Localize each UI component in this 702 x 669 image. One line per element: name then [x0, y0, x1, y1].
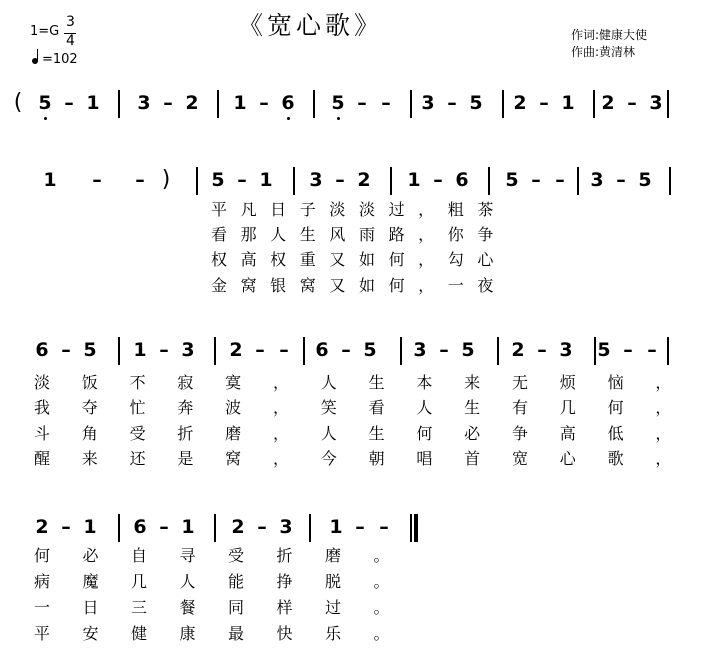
note-digit: 5 [461, 339, 475, 361]
note-digit: 1 [329, 516, 343, 538]
bar-line [118, 337, 120, 365]
note-digit: 3 [559, 339, 573, 361]
lyric-char: 几 [130, 572, 147, 591]
lyric-char: 折 [177, 424, 194, 443]
lyric-char: 斗 [33, 424, 50, 443]
lyric-char: 同 [227, 598, 244, 617]
lyric-char: 本 [416, 373, 433, 392]
lyric-char: 今 [320, 449, 337, 468]
lyric-char: ， [655, 424, 672, 443]
lyric-char: ， [272, 398, 289, 417]
lyric-char: 生 [464, 398, 481, 417]
bar-line [217, 90, 219, 118]
lyric-char: 过 [324, 598, 341, 617]
note-digit: 1 [83, 516, 97, 538]
bar-line [313, 90, 315, 118]
parenthesis: ( [13, 90, 23, 115]
dash-extension: – [341, 339, 351, 361]
lyric-char: 是 [177, 449, 194, 468]
dash-extension: – [61, 339, 71, 361]
dash-extension: – [135, 169, 145, 191]
bar-line [214, 514, 216, 542]
dash-extension: – [255, 339, 265, 361]
note-digit: 1 [86, 92, 100, 114]
lyric-char: 风 [329, 225, 346, 244]
dash-extension: – [539, 92, 549, 114]
lyric-char: 又 [329, 250, 346, 269]
bar-line [410, 90, 412, 118]
bar-line [118, 90, 120, 118]
lyric-char: 。 [373, 598, 390, 617]
note-digit: 5 [469, 92, 483, 114]
lyric-char: 夺 [81, 398, 98, 417]
lyric-char: 寞 [225, 373, 242, 392]
lyric-char: ， [272, 449, 289, 468]
note-digit: 6 [281, 92, 295, 114]
lyric-char: 无 [511, 373, 528, 392]
lyric-char: 首 [464, 449, 481, 468]
note-digit: 5 [363, 339, 377, 361]
bar-line [390, 167, 392, 195]
note-digit: 2 [231, 516, 245, 538]
dash-extension: – [447, 92, 457, 114]
lyric-char: 淡 [329, 200, 346, 219]
lyric-char: 受 [227, 546, 244, 565]
lyric-char: 健 [130, 624, 147, 643]
lyric-char: 有 [511, 398, 528, 417]
bar-line [293, 167, 295, 195]
lyric-char: 低 [607, 424, 624, 443]
lyricist-credit: 作词:健康大使 [571, 28, 648, 42]
lyric-char: 安 [82, 624, 99, 643]
lyric-char: 心 [559, 449, 576, 468]
note-digit: 3 [279, 516, 293, 538]
final-bar-thin [410, 514, 412, 542]
lyric-char: 磨 [225, 424, 242, 443]
lyric-char: 生 [368, 424, 385, 443]
lyric-char: 魔 [82, 572, 99, 591]
lyric-char: 来 [464, 373, 481, 392]
lyric-char: 人 [416, 398, 433, 417]
dash-extension: – [257, 516, 267, 538]
lyric-char: 奔 [177, 398, 194, 417]
lyric-char: 朝 [368, 449, 385, 468]
lyric-char: 三 [130, 598, 147, 617]
lyric-char: 磨 [324, 546, 341, 565]
bar-line [303, 337, 305, 365]
lyric-char: 何 [416, 424, 433, 443]
lyric-char: 高 [559, 424, 576, 443]
lyric-char: 人 [270, 225, 287, 244]
lyric-char: 不 [129, 373, 146, 392]
bar-line [669, 167, 671, 195]
note-digit: 3 [181, 339, 195, 361]
time-signature-bottom: 4 [66, 33, 75, 49]
dash-extension: – [259, 92, 269, 114]
lyric-char: 平 [210, 200, 227, 219]
lyric-char: 日 [82, 598, 99, 617]
dash-extension: – [439, 339, 449, 361]
dash-extension: – [335, 169, 345, 191]
lyric-char: 最 [227, 624, 244, 643]
lyric-char: 何 [33, 546, 50, 565]
dash-extension: – [379, 516, 389, 538]
note-digit: 3 [649, 92, 663, 114]
bar-line [594, 337, 596, 365]
lower-octave-dot [287, 117, 290, 120]
lyric-char: 病 [33, 572, 50, 591]
dash-extension: – [433, 169, 443, 191]
dash-extension: – [357, 92, 367, 114]
lyric-char: 子 [299, 200, 316, 219]
lyric-char: 如 [358, 276, 375, 295]
lower-octave-dot [44, 117, 47, 120]
note-digit: 5 [505, 169, 519, 191]
lyric-char: 饭 [81, 373, 98, 392]
composer-credit: 作曲:黄清林 [571, 45, 636, 59]
lyric-char: 受 [129, 424, 146, 443]
dash-extension: – [647, 339, 657, 361]
note-digit: 3 [421, 92, 435, 114]
lyric-char: 争 [511, 424, 528, 443]
parenthesis: ) [161, 167, 171, 192]
lyric-char: 重 [299, 250, 316, 269]
lyric-char: ， [418, 200, 435, 219]
lyric-char: 粗 [447, 200, 464, 219]
lyric-char: 唱 [416, 449, 433, 468]
quarter-note-icon [32, 58, 38, 64]
lyric-char: 平 [33, 624, 50, 643]
lyric-char: ， [655, 398, 672, 417]
lyric-char: 雨 [358, 225, 375, 244]
note-digit: 6 [455, 169, 469, 191]
lyric-char: 窝 [299, 276, 316, 295]
lyric-char: 窝 [225, 449, 242, 468]
bar-line [667, 337, 669, 365]
note-digit: 1 [43, 169, 57, 191]
dash-extension: – [381, 92, 391, 114]
tempo-value: =102 [42, 52, 78, 67]
lyric-char: ， [655, 373, 672, 392]
lyric-char: 寂 [177, 373, 194, 392]
lyric-char: 争 [477, 225, 494, 244]
lyric-char: 茶 [477, 200, 494, 219]
lyric-char: 勾 [447, 250, 464, 269]
note-digit: 1 [259, 169, 273, 191]
dash-extension: – [237, 169, 247, 191]
lyric-char: 路 [388, 225, 405, 244]
note-digit: 1 [407, 169, 421, 191]
lyric-char: 看 [210, 225, 227, 244]
lyric-char: 银 [270, 276, 287, 295]
bar-line [502, 90, 504, 118]
note-digit: 5 [211, 169, 225, 191]
lyric-char: 人 [320, 373, 337, 392]
lyric-char: 生 [368, 373, 385, 392]
note-digit: 3 [590, 169, 604, 191]
lyric-char: 人 [320, 424, 337, 443]
lyric-char: 淡 [358, 200, 375, 219]
lyric-char: 你 [447, 225, 464, 244]
lyric-char: 恼 [607, 373, 624, 392]
key-signature: 1=G [30, 24, 60, 39]
lyric-char: 高 [240, 250, 257, 269]
lyric-char: 还 [129, 449, 146, 468]
lyric-char: 如 [358, 250, 375, 269]
lyric-char: 过 [388, 200, 405, 219]
lyric-char: ， [418, 250, 435, 269]
lyric-char: 自 [130, 546, 147, 565]
lyric-char: 日 [270, 200, 287, 219]
lyric-char: 何 [607, 398, 624, 417]
dash-extension: – [163, 92, 173, 114]
lyric-char: 权 [210, 250, 227, 269]
lyric-char: 人 [179, 572, 196, 591]
lyric-char: 折 [276, 546, 293, 565]
note-digit: 6 [35, 339, 49, 361]
lyric-char: 能 [227, 572, 244, 591]
note-digit: 2 [513, 92, 527, 114]
note-digit: 5 [83, 339, 97, 361]
lyric-char: 乐 [324, 624, 341, 643]
dash-extension: – [279, 339, 289, 361]
lyric-char: 权 [270, 250, 287, 269]
lyric-char: 。 [373, 624, 390, 643]
lyric-char: 脱 [324, 572, 341, 591]
bar-line [577, 167, 579, 195]
dash-extension: – [61, 516, 71, 538]
note-digit: 1 [561, 92, 575, 114]
bar-line [497, 337, 499, 365]
note-digit: 2 [229, 339, 243, 361]
lyric-char: 一 [447, 276, 464, 295]
note-digit: 6 [133, 516, 147, 538]
note-digit: 2 [185, 92, 199, 114]
lyric-char: 歌 [607, 449, 624, 468]
lyric-char: 样 [276, 598, 293, 617]
note-digit: 1 [181, 516, 195, 538]
lyric-char: ， [418, 276, 435, 295]
lyric-char: 醒 [33, 449, 50, 468]
lyric-char: 快 [276, 624, 293, 643]
note-digit: 5 [38, 92, 52, 114]
bar-line [309, 514, 311, 542]
bar-line [667, 90, 669, 118]
time-signature-top: 3 [66, 14, 75, 30]
lyric-char: 。 [373, 546, 390, 565]
lyric-char: 那 [240, 225, 257, 244]
lyric-char: 角 [81, 424, 98, 443]
dash-extension: – [531, 169, 541, 191]
note-digit: 1 [133, 339, 147, 361]
lyric-char: ， [272, 424, 289, 443]
tempo-marking [32, 52, 78, 67]
note-digit: 2 [35, 516, 49, 538]
dash-extension: – [159, 516, 169, 538]
lyric-char: ， [655, 449, 672, 468]
final-bar-thick [414, 514, 418, 542]
lyric-char: 夜 [477, 276, 494, 295]
bar-line [214, 337, 216, 365]
lyric-char: 寻 [179, 546, 196, 565]
lyric-char: 心 [477, 250, 494, 269]
lyric-char: 淡 [33, 373, 50, 392]
lyric-char: 几 [559, 398, 576, 417]
credits [571, 27, 647, 61]
lyric-char: 必 [82, 546, 99, 565]
note-digit: 3 [413, 339, 427, 361]
lyric-char: 一 [33, 598, 50, 617]
note-digit: 5 [638, 169, 652, 191]
lyric-char: ， [272, 373, 289, 392]
bar-line [118, 514, 120, 542]
note-digit: 1 [233, 92, 247, 114]
lyric-char: 忙 [129, 398, 146, 417]
note-digit: 3 [137, 92, 151, 114]
lyric-char: 康 [179, 624, 196, 643]
note-digit: 3 [309, 169, 323, 191]
lyric-char: 餐 [179, 598, 196, 617]
lower-octave-dot [337, 117, 340, 120]
lyric-char: 看 [368, 398, 385, 417]
note-digit: 2 [511, 339, 525, 361]
note-digit: 2 [601, 92, 615, 114]
lyric-char: 何 [388, 276, 405, 295]
note-digit: 5 [597, 339, 611, 361]
dash-extension: – [537, 339, 547, 361]
note-digit: 6 [315, 339, 329, 361]
lyric-char: 窝 [240, 276, 257, 295]
song-title: 《宽心歌》 [238, 11, 384, 40]
lyric-char: 。 [373, 572, 390, 591]
lyric-char: 必 [464, 424, 481, 443]
lyric-char: 凡 [240, 200, 257, 219]
note-digit: 2 [357, 169, 371, 191]
dash-extension: – [616, 169, 626, 191]
bar-line [196, 167, 198, 195]
lyric-char: 金 [210, 276, 227, 295]
lyric-char: 波 [225, 398, 242, 417]
lyric-char: 来 [81, 449, 98, 468]
bar-line [400, 337, 402, 365]
lyric-char: 何 [388, 250, 405, 269]
note-digit: 5 [331, 92, 345, 114]
dash-extension: – [555, 169, 565, 191]
dash-extension: – [159, 339, 169, 361]
lyric-char: 烦 [559, 373, 576, 392]
lyric-char: 挣 [276, 572, 293, 591]
bar-line [593, 90, 595, 118]
dash-extension: – [355, 516, 365, 538]
lyric-char: ， [418, 225, 435, 244]
bar-line [488, 167, 490, 195]
lyric-char: 生 [299, 225, 316, 244]
lyric-char: 又 [329, 276, 346, 295]
dash-extension: – [627, 92, 637, 114]
dash-extension: – [64, 92, 74, 114]
dash-extension: – [92, 169, 102, 191]
dash-extension: – [623, 339, 633, 361]
lyric-char: 宽 [511, 449, 528, 468]
lyric-char: 我 [33, 398, 50, 417]
lyric-char: 笑 [320, 398, 337, 417]
